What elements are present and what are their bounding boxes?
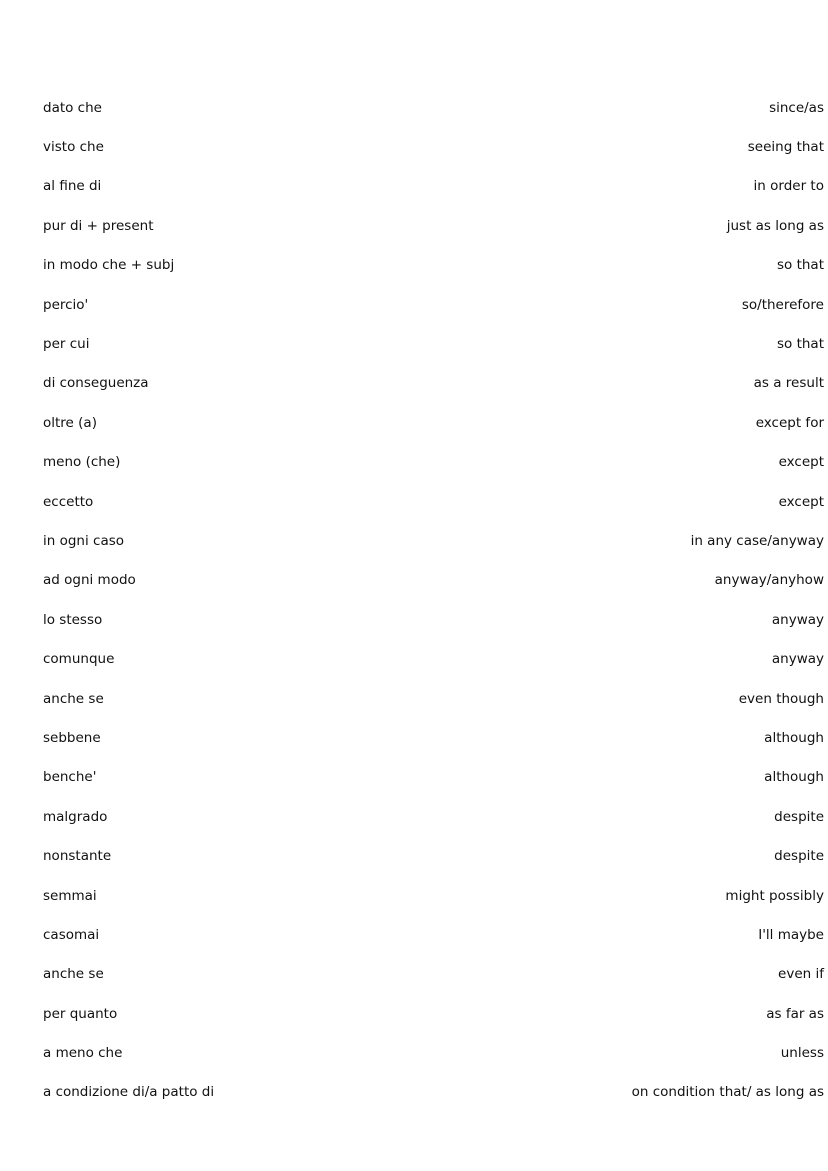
vocab-row <box>43 876 824 915</box>
vocab-row <box>43 561 824 600</box>
english-translation: in order to <box>753 178 824 195</box>
english-translation: although <box>764 769 824 786</box>
italian-term: visto che <box>43 139 104 156</box>
vocab-row <box>43 600 824 639</box>
italian-term: benche' <box>43 769 97 786</box>
vocab-row <box>43 1033 824 1072</box>
english-translation: so that <box>777 336 824 353</box>
english-translation: despite <box>774 808 824 825</box>
italian-term: per cui <box>43 336 90 353</box>
vocab-row <box>43 324 824 363</box>
english-translation: despite <box>774 848 824 865</box>
vocab-row <box>43 679 824 718</box>
italian-term: dato che <box>43 99 102 116</box>
italian-term: ad ogni modo <box>43 572 136 589</box>
vocab-row <box>43 521 824 560</box>
vocab-row <box>43 915 824 954</box>
italian-term: pur di + present <box>43 217 154 234</box>
english-translation: anyway <box>771 651 824 668</box>
vocab-row <box>43 364 824 403</box>
english-translation: I'll maybe <box>758 926 824 943</box>
vocab-row <box>43 482 824 521</box>
english-translation: in any case/anyway <box>690 532 824 549</box>
english-translation: unless <box>780 1045 824 1062</box>
italian-term: percio' <box>43 296 89 313</box>
english-translation: except for <box>755 414 824 431</box>
vocab-row <box>43 955 824 994</box>
vocab-row <box>43 994 824 1033</box>
italian-term: casomai <box>43 926 100 943</box>
english-translation: anyway <box>771 611 824 628</box>
vocab-row <box>43 1073 824 1112</box>
english-translation: since/as <box>769 99 824 116</box>
english-translation: on condition that/ as long as <box>631 1084 824 1101</box>
vocab-row <box>43 206 824 245</box>
english-translation: except <box>778 493 824 510</box>
vocab-row <box>43 167 824 206</box>
italian-term: semmai <box>43 887 97 904</box>
italian-term: di conseguenza <box>43 375 149 392</box>
vocab-row <box>43 88 824 127</box>
vocab-row <box>43 285 824 324</box>
italian-term: anche se <box>43 966 104 983</box>
italian-term: a meno che <box>43 1045 123 1062</box>
english-translation: just as long as <box>726 217 824 234</box>
english-translation: might possibly <box>725 887 824 904</box>
english-translation: anyway/anyhow <box>714 572 824 589</box>
english-translation: so that <box>777 257 824 274</box>
english-translation: as a result <box>753 375 824 392</box>
vocab-row <box>43 639 824 678</box>
english-translation: so/therefore <box>741 296 824 313</box>
italian-term: sebbene <box>43 729 101 746</box>
vocab-row <box>43 246 824 285</box>
vocab-row <box>43 403 824 442</box>
vocab-row <box>43 797 824 836</box>
vocab-row <box>43 836 824 875</box>
italian-term: malgrado <box>43 808 108 825</box>
vocabulary-list <box>43 88 824 1112</box>
italian-term: comunque <box>43 651 115 668</box>
italian-term: in ogni caso <box>43 532 125 549</box>
vocab-row <box>43 758 824 797</box>
italian-term: anche se <box>43 690 104 707</box>
italian-term: oltre (a) <box>43 414 97 431</box>
english-translation: seeing that <box>747 139 824 156</box>
english-translation: except <box>778 454 824 471</box>
english-translation: even if <box>778 966 824 983</box>
italian-term: meno (che) <box>43 454 121 471</box>
italian-term: eccetto <box>43 493 94 510</box>
vocab-row <box>43 127 824 166</box>
english-translation: as far as <box>766 1005 824 1022</box>
italian-term: al fine di <box>43 178 102 195</box>
vocab-row <box>43 443 824 482</box>
italian-term: per quanto <box>43 1005 118 1022</box>
vocab-row <box>43 718 824 757</box>
italian-term: nonstante <box>43 848 112 865</box>
italian-term: in modo che + subj <box>43 257 175 274</box>
italian-term: lo stesso <box>43 611 103 628</box>
english-translation: although <box>764 729 824 746</box>
italian-term: a condizione di/a patto di <box>43 1084 215 1101</box>
english-translation: even though <box>738 690 824 707</box>
